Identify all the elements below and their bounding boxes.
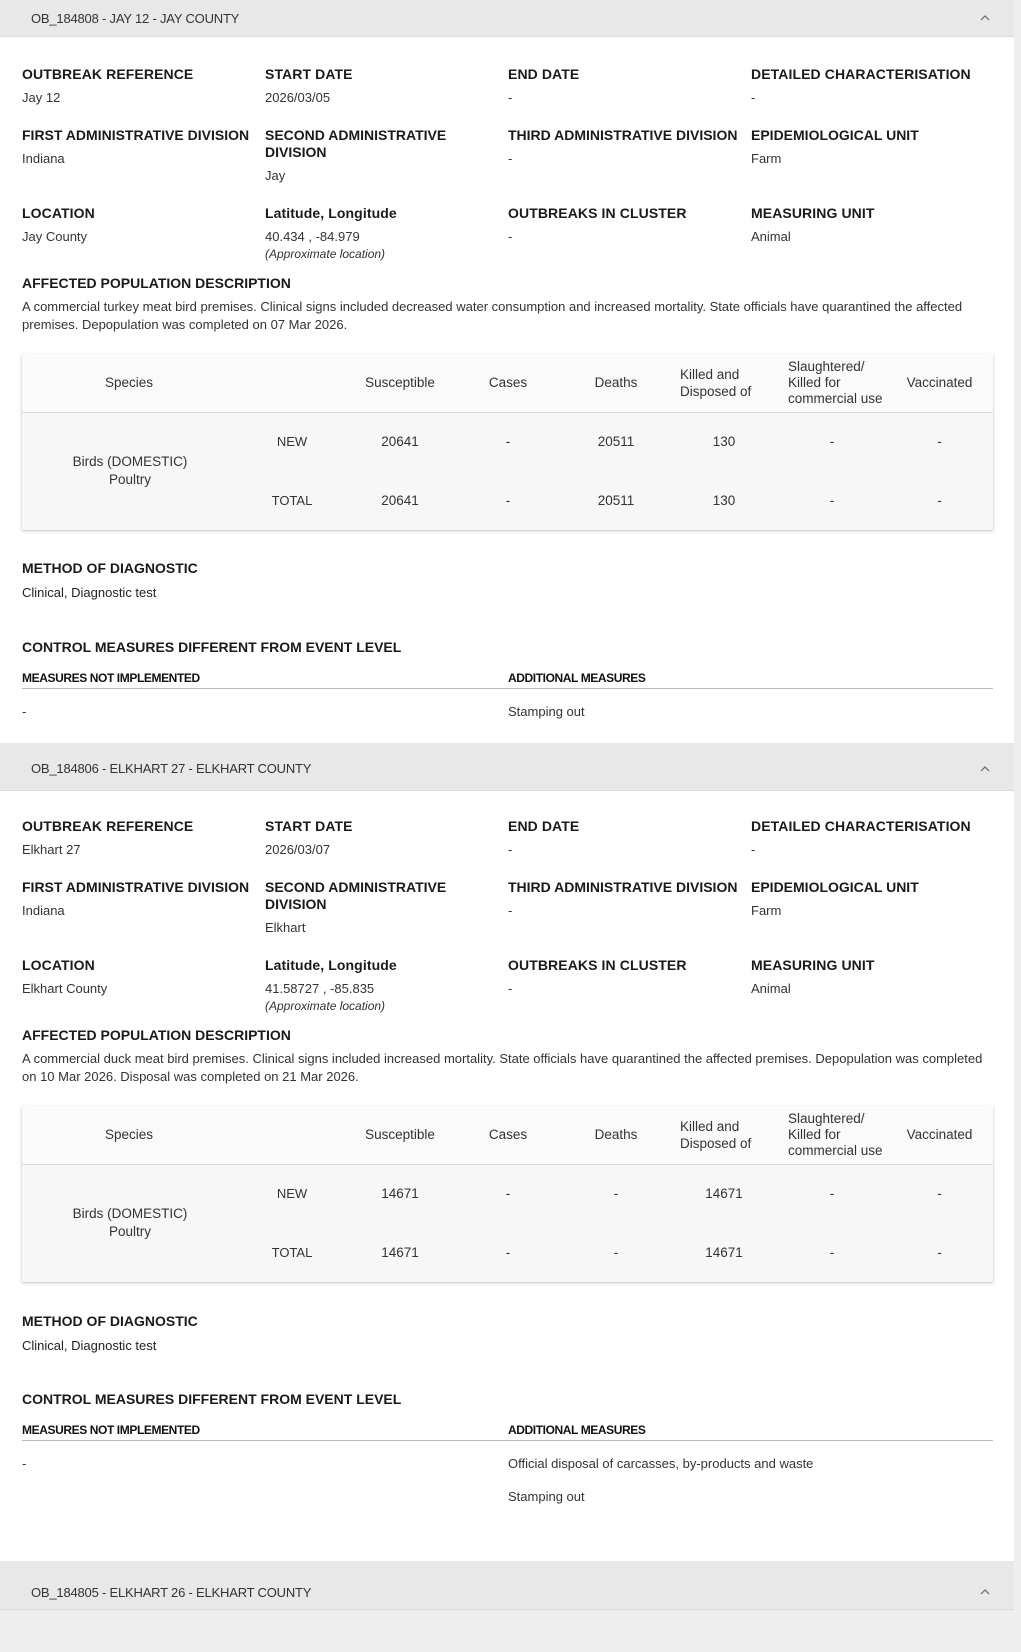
cell-deaths: -	[613, 1245, 619, 1260]
outbreak-details	[0, 791, 1014, 1561]
cell-killed: 14671	[705, 1186, 743, 1202]
value-end-date: -	[508, 90, 513, 105]
cell-vaccinated: -	[937, 493, 942, 508]
col-susceptible: Susceptible	[346, 354, 454, 412]
col-species: Species	[22, 354, 238, 412]
label-third-admin: THIRD ADMINISTRATIVE DIVISION	[508, 879, 738, 895]
outbreak-panel-header[interactable]	[0, 743, 1014, 791]
label-first-admin: FIRST ADMINISTRATIVE DIVISION	[22, 127, 250, 143]
col-vaccinated: Vaccinated	[886, 354, 993, 412]
col-slaughtered: Slaughtered/ Killed for commercial use	[778, 354, 886, 412]
label-second-admin: SECOND ADMINISTRATIVE DIVISION	[265, 879, 447, 912]
label-outbreaks-in-cluster: OUTBREAKS IN CLUSTER	[508, 957, 687, 973]
value-third-admin: -	[508, 903, 513, 918]
cell-killed: 130	[712, 493, 736, 508]
cell-cases: -	[505, 434, 511, 450]
measure-item: -	[22, 1456, 27, 1471]
col-deaths: Deaths	[562, 1106, 670, 1164]
label-location: LOCATION	[22, 957, 95, 973]
species-cell: Birds (DOMESTIC) Poultry	[72, 454, 188, 488]
value-first-admin: Indiana	[22, 151, 65, 166]
measure-item: -	[22, 704, 27, 719]
value-end-date: -	[508, 842, 513, 857]
cell-vaccinated: -	[937, 434, 942, 450]
value-method-of-diagnostic: Clinical, Diagnostic test	[22, 1338, 157, 1353]
label-measuring-unit: MEASURING UNIT	[751, 957, 875, 973]
label-location: LOCATION	[22, 205, 95, 221]
label-outbreak-reference: OUTBREAK REFERENCE	[22, 66, 194, 82]
outbreak-panel-header[interactable]	[0, 1561, 1014, 1610]
measure-item: Official disposal of carcasses, by-products and waste	[508, 1456, 814, 1471]
label-measures-not-implemented: MEASURES NOT IMPLEMENTED	[22, 1423, 508, 1441]
label-additional-measures: ADDITIONAL MEASURES	[508, 1423, 993, 1441]
outbreak-details	[0, 37, 1014, 743]
value-epi-unit: Farm	[751, 151, 782, 166]
value-measuring-unit: Animal	[751, 229, 791, 244]
value-second-admin: Jay	[265, 168, 286, 183]
label-first-admin: FIRST ADMINISTRATIVE DIVISION	[22, 879, 250, 895]
label-start-date: START DATE	[265, 66, 353, 82]
cell-vaccinated: -	[937, 1245, 942, 1260]
label-method-of-diagnostic: METHOD OF DIAGNOSTIC	[22, 560, 198, 576]
col-cases: Cases	[454, 354, 562, 412]
col-cases: Cases	[454, 1106, 562, 1164]
cell-susceptible: 20641	[381, 493, 419, 508]
cell-slaughtered: -	[829, 493, 835, 508]
label-detailed-characterisation: DETAILED CHARACTERISATION	[751, 818, 971, 834]
species-table-header	[22, 354, 993, 412]
value-outbreak-reference: Elkhart 27	[22, 842, 81, 857]
cell-killed: 130	[712, 434, 736, 450]
col-type	[238, 1106, 346, 1164]
cell-vaccinated: -	[937, 1186, 942, 1202]
row-type: NEW	[276, 434, 308, 450]
value-lat-long: 41.58727 , -85.835	[265, 981, 375, 996]
label-epi-unit: EPIDEMIOLOGICAL UNIT	[751, 879, 919, 895]
chevron-up-icon[interactable]	[978, 1585, 992, 1599]
value-start-date: 2026/03/05	[265, 90, 331, 105]
outbreak-title: OB_184806 - ELKHART 27 - ELKHART COUNTY	[31, 761, 312, 776]
outbreak-panel-header[interactable]	[0, 0, 1014, 37]
control-measures	[22, 1423, 993, 1505]
label-detailed-characterisation: DETAILED CHARACTERISATION	[751, 66, 971, 82]
label-second-admin: SECOND ADMINISTRATIVE DIVISION	[265, 127, 447, 160]
label-affected-population: AFFECTED POPULATION DESCRIPTION	[22, 275, 291, 291]
cell-deaths: 20511	[597, 434, 635, 450]
col-species: Species	[22, 1106, 238, 1164]
cell-deaths: 20511	[597, 493, 635, 508]
control-measures	[22, 671, 993, 720]
label-third-admin: THIRD ADMINISTRATIVE DIVISION	[508, 127, 738, 143]
row-type: TOTAL	[271, 1245, 313, 1260]
col-vaccinated: Vaccinated	[886, 1106, 993, 1164]
value-outbreaks-in-cluster: -	[508, 981, 513, 996]
lat-long-note: (Approximate location)	[265, 999, 386, 1013]
label-measuring-unit: MEASURING UNIT	[751, 205, 875, 221]
label-control-measures: CONTROL MEASURES DIFFERENT FROM EVENT LEVEL	[22, 1391, 402, 1407]
label-lat-long: Latitude, Longitude	[265, 957, 397, 973]
label-lat-long: Latitude, Longitude	[265, 205, 397, 221]
cell-cases: -	[505, 1186, 511, 1202]
cell-deaths: -	[613, 1186, 619, 1202]
cell-susceptible: 14671	[381, 1186, 419, 1202]
table-row	[22, 412, 993, 471]
value-location: Elkhart County	[22, 981, 108, 996]
cell-susceptible: 20641	[381, 434, 419, 450]
value-outbreaks-in-cluster: -	[508, 229, 513, 244]
label-outbreaks-in-cluster: OUTBREAKS IN CLUSTER	[508, 205, 687, 221]
measure-item: Stamping out	[508, 704, 585, 719]
value-outbreak-reference: Jay 12	[22, 90, 61, 105]
outbreak-panel	[0, 743, 1014, 1561]
label-additional-measures: ADDITIONAL MEASURES	[508, 671, 993, 689]
outbreak-panel	[0, 0, 1014, 743]
lat-long-note: (Approximate location)	[265, 247, 386, 261]
value-measuring-unit: Animal	[751, 981, 791, 996]
cell-slaughtered: -	[829, 1245, 835, 1260]
value-detailed-characterisation: -	[751, 90, 756, 105]
outbreak-title: OB_184805 - ELKHART 26 - ELKHART COUNTY	[31, 1584, 312, 1600]
measure-item: Stamping out	[508, 1489, 585, 1504]
outbreak-title: OB_184808 - JAY 12 - JAY COUNTY	[31, 10, 240, 26]
value-affected-population: A commercial turkey meat bird premises. Clinical signs included decreased water consumption and increased mortality. State officials have quarantined the affected premises. Depopulation was completed on 07 Mar 2026.	[22, 299, 963, 332]
row-type: TOTAL	[271, 493, 313, 508]
species-table-header	[22, 1106, 993, 1164]
value-first-admin: Indiana	[22, 903, 65, 918]
col-type	[238, 354, 346, 412]
col-slaughtered: Slaughtered/ Killed for commercial use	[778, 1106, 886, 1164]
label-measures-not-implemented: MEASURES NOT IMPLEMENTED	[22, 671, 508, 689]
label-control-measures: CONTROL MEASURES DIFFERENT FROM EVENT LEVEL	[22, 639, 402, 655]
label-end-date: END DATE	[508, 66, 580, 82]
label-outbreak-reference: OUTBREAK REFERENCE	[22, 818, 194, 834]
col-killed: Killed and Disposed of	[670, 354, 778, 412]
label-end-date: END DATE	[508, 818, 580, 834]
col-susceptible: Susceptible	[346, 1106, 454, 1164]
value-epi-unit: Farm	[751, 903, 782, 918]
label-method-of-diagnostic: METHOD OF DIAGNOSTIC	[22, 1313, 198, 1329]
cell-susceptible: 14671	[381, 1245, 419, 1260]
chevron-up-icon[interactable]	[978, 11, 992, 25]
col-deaths: Deaths	[562, 354, 670, 412]
value-affected-population: A commercial duck meat bird premises. Clinical signs included increased mortality. State officials have quarantined the affected premises. Depopulation was completed on 10 Mar 2026. Disposal was completed on 21 Mar 2026.	[22, 1051, 983, 1084]
value-detailed-characterisation: -	[751, 842, 756, 857]
cell-killed: 14671	[705, 1245, 743, 1260]
value-method-of-diagnostic: Clinical, Diagnostic test	[22, 585, 157, 600]
value-location: Jay County	[22, 229, 88, 244]
col-killed: Killed and Disposed of	[670, 1106, 778, 1164]
value-lat-long: 40.434 , -84.979	[265, 229, 360, 244]
value-second-admin: Elkhart	[265, 920, 306, 935]
label-affected-population: AFFECTED POPULATION DESCRIPTION	[22, 1027, 291, 1043]
species-cell: Birds (DOMESTIC) Poultry	[72, 1206, 188, 1240]
species-table	[22, 1106, 993, 1282]
table-row	[22, 1164, 993, 1223]
value-start-date: 2026/03/07	[265, 842, 331, 857]
label-epi-unit: EPIDEMIOLOGICAL UNIT	[751, 127, 919, 143]
value-third-admin: -	[508, 151, 513, 166]
cell-slaughtered: -	[829, 434, 835, 450]
cell-cases: -	[505, 493, 511, 508]
chevron-up-icon[interactable]	[978, 762, 992, 776]
species-table	[22, 354, 993, 530]
row-type: NEW	[276, 1186, 308, 1202]
cell-slaughtered: -	[829, 1186, 835, 1202]
cell-cases: -	[505, 1245, 511, 1260]
label-start-date: START DATE	[265, 818, 353, 834]
